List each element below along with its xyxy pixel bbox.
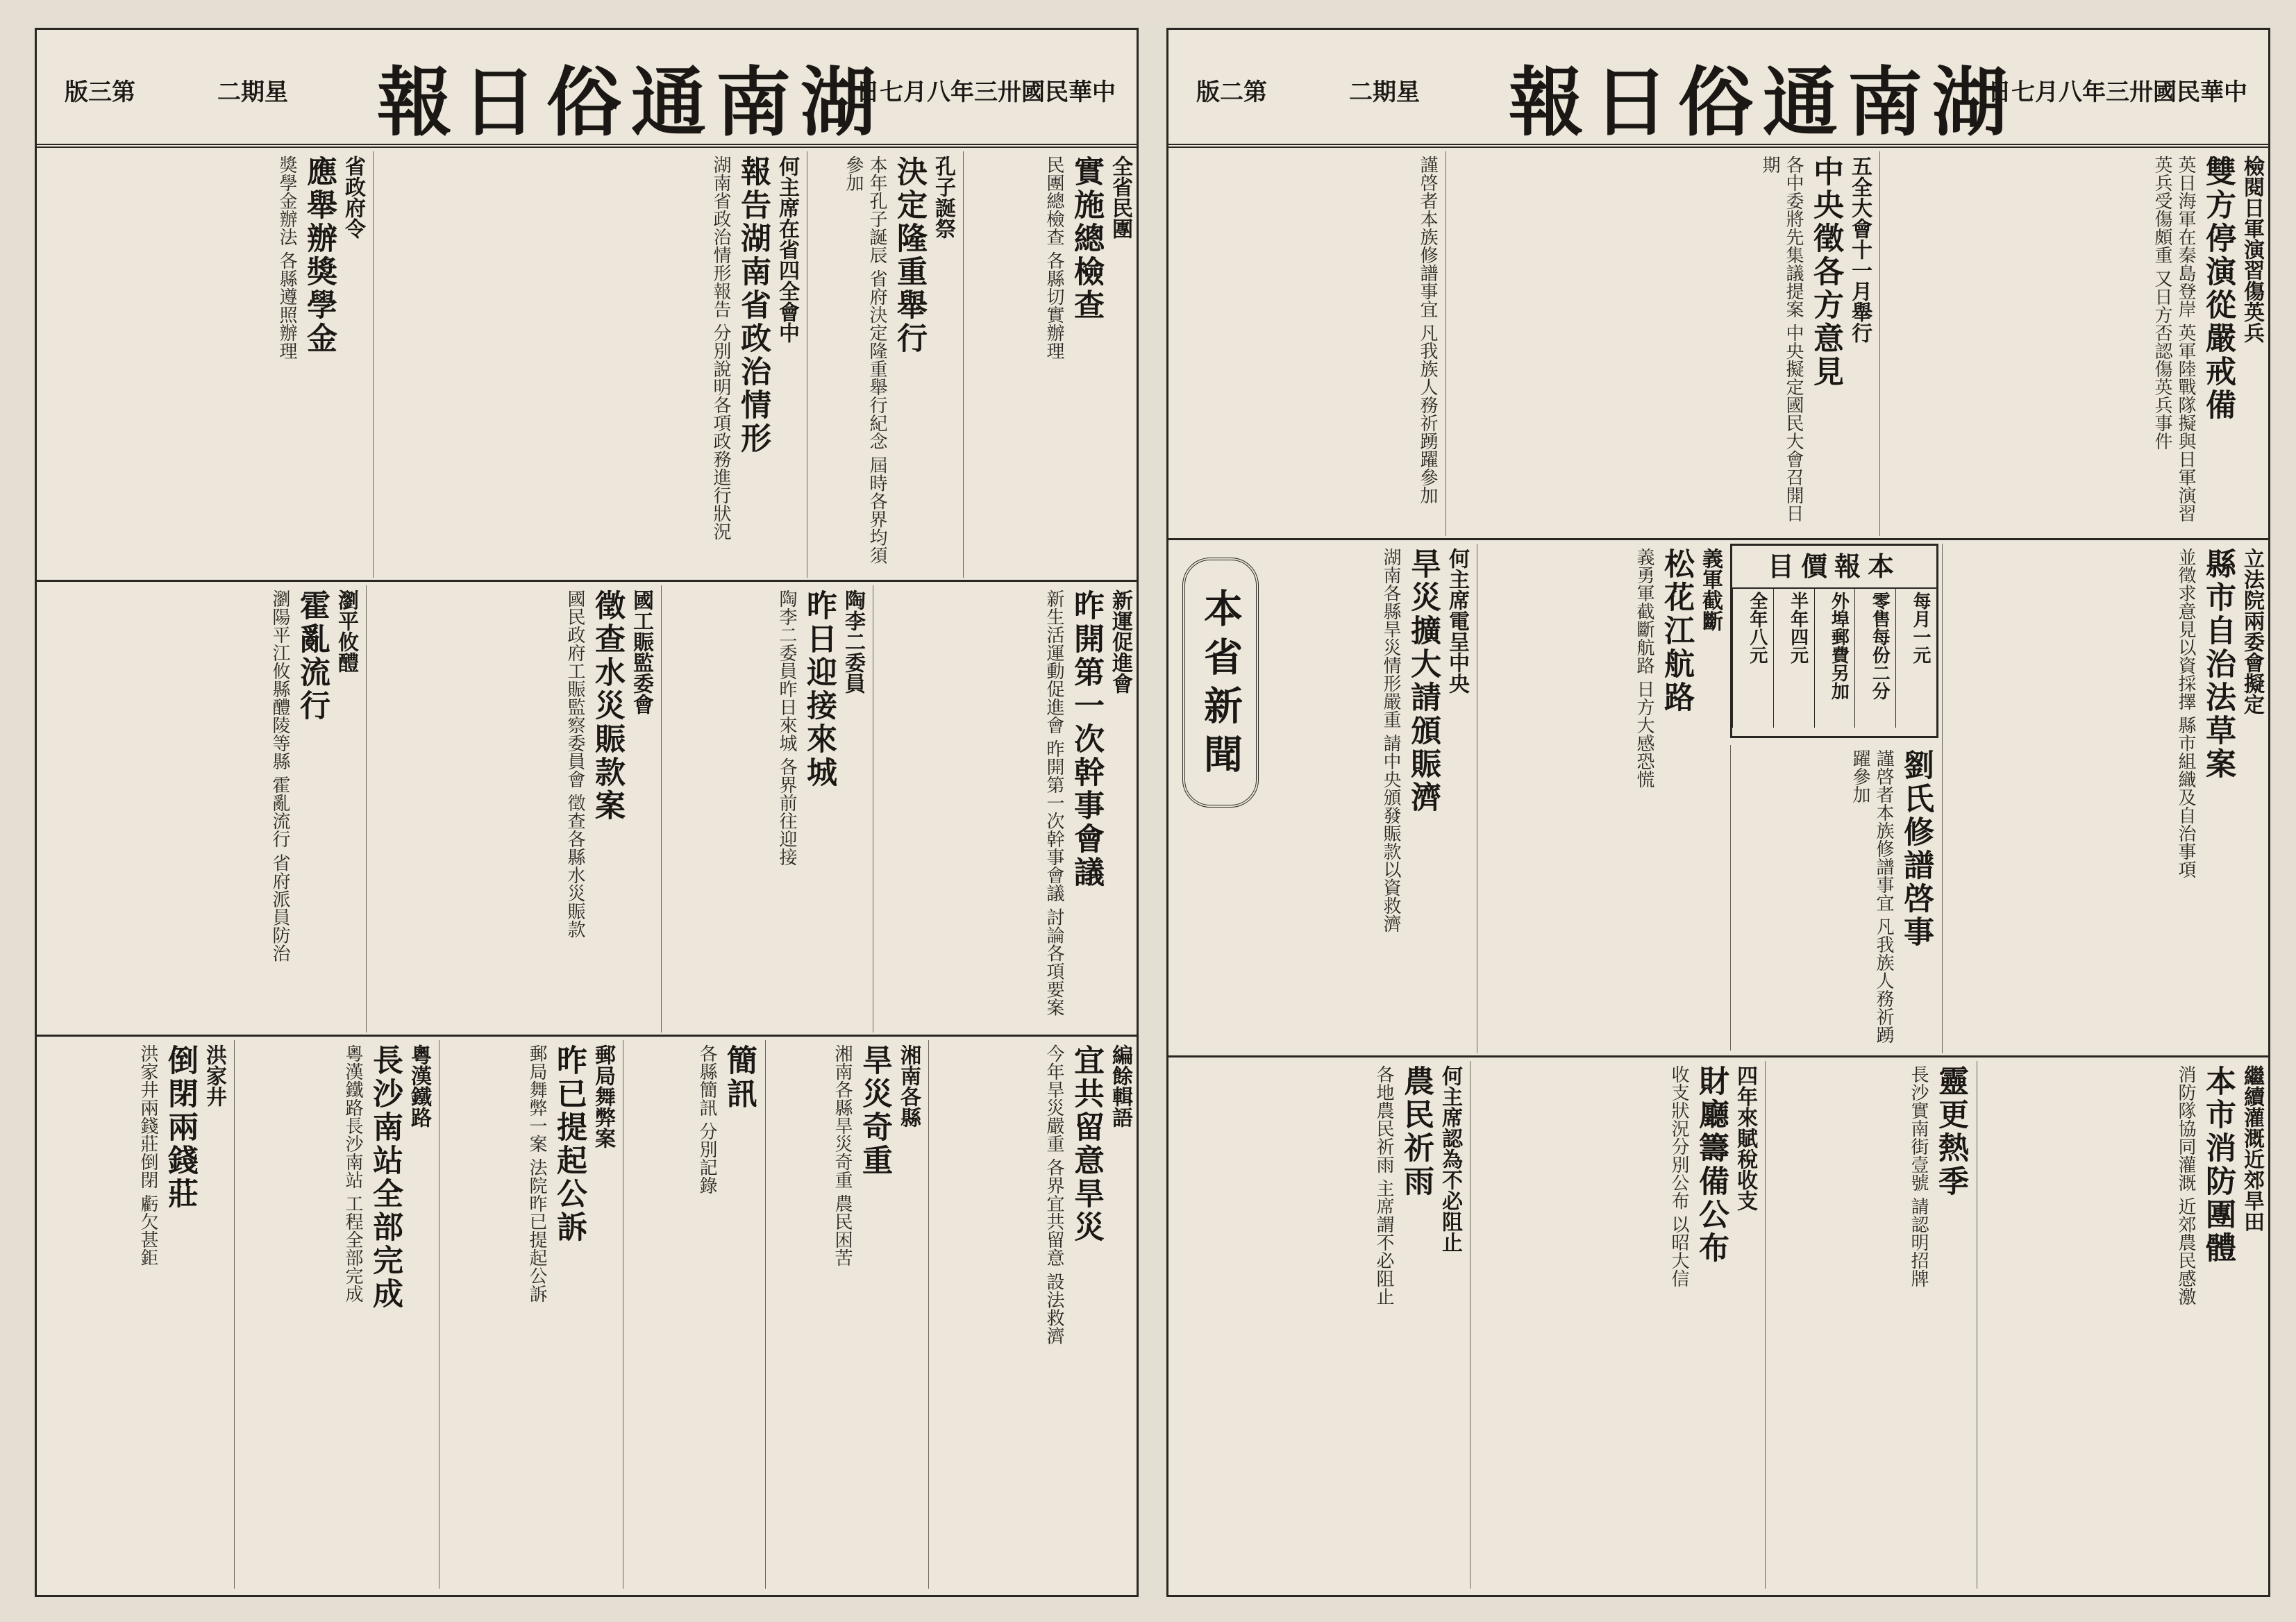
article-headline: 農民祈雨 — [1398, 1065, 1434, 1198]
article-headline: 昨日迎接來城 — [801, 590, 837, 789]
article-subtitle: 粵漢鐵路 — [407, 1044, 431, 1128]
article-briefs — [623, 1040, 762, 1589]
article-text: 粵漢鐵路長沙南站 工程全部完成 — [342, 1044, 363, 1303]
article-subtitle: 義軍截斷 — [1698, 548, 1723, 631]
article-text: 各縣簡訊 分別記錄 — [696, 1044, 717, 1195]
article-headline: 昨已提起公訴 — [551, 1044, 587, 1244]
article-subtitle: 洪家井 — [202, 1044, 226, 1107]
article-headline: 霍亂流行 — [294, 590, 330, 723]
article-self-government-law — [1942, 544, 2268, 1053]
article-text: 各中委將先集議提案 中央擬定國民大會召開日期 — [1759, 156, 1804, 523]
article-rain-prayer — [1168, 1061, 1466, 1589]
price-cell: 全年八元 — [1732, 589, 1773, 728]
bottom-band — [37, 1040, 1137, 1592]
article-railway-station — [234, 1040, 435, 1589]
article-text: 郵局舞弊一案 法院昨已提起公訴 — [526, 1044, 547, 1303]
page-three — [35, 28, 1139, 1597]
article-text: 國民政府工賑監察委員會 徵查各縣水災賑款 — [564, 590, 585, 939]
article-headline: 徵查水災賑款案 — [589, 590, 625, 823]
article-headline: 昨開第一次幹事會議 — [1069, 590, 1104, 889]
page-two-body — [1168, 151, 2268, 1596]
masthead-left — [37, 30, 1137, 148]
article-headline: 松花江航路 — [1659, 548, 1694, 714]
article-headline: 旱災擴大請頒賑濟 — [1405, 548, 1441, 814]
article-headline: 雙方停演從嚴戒備 — [2200, 156, 2236, 422]
article-headline: 宜共留意旱災 — [1069, 1044, 1104, 1244]
article-subtitle: 五全大會十一月舉行 — [1847, 156, 1872, 343]
article-subtitle: 繼續灌溉近郊旱田 — [2240, 1065, 2264, 1232]
middle-band — [1168, 544, 2268, 1057]
masthead-right — [1168, 30, 2268, 148]
article-subtitle: 孔子誕祭 — [931, 156, 955, 239]
article-subtitle: 湘南各縣 — [896, 1044, 921, 1128]
article-subtitle: 省政府令 — [341, 156, 365, 239]
article-subtitle: 編餘輯語 — [1108, 1044, 1132, 1128]
article-headline: 財廳籌備公布 — [1693, 1065, 1729, 1265]
article-headline: 靈更熱季 — [1933, 1065, 1968, 1198]
article-text: 義勇軍截斷航路 日方大感恐慌 — [1634, 548, 1654, 789]
article-editorial — [928, 1040, 1137, 1589]
article-subtitle: 新運促進會 — [1108, 590, 1132, 694]
article-text: 陶李二委員昨日來城 各界前往迎接 — [776, 590, 797, 867]
top-band — [1168, 151, 2268, 540]
article-flood-relief — [366, 585, 657, 1032]
bottom-band — [1168, 1061, 2268, 1592]
article-subtitle: 何主席電呈中央 — [1445, 548, 1469, 694]
article-text: 長沙實南街壹號 請認明招牌 — [1908, 1065, 1929, 1288]
section-ornament — [1182, 558, 1259, 808]
article-headline: 縣市自治法草案 — [2200, 548, 2236, 781]
article-text: 謹啓者本族修譜事宜 凡我族人務祈踴躍參加 — [1850, 749, 1894, 1044]
article-central-opinion — [1446, 151, 1876, 536]
top-band — [37, 151, 1137, 582]
price-cell: 零售每份二分 — [1854, 589, 1895, 728]
article-subtitle: 郵局舞弊案 — [591, 1044, 615, 1148]
article-headline: 決定隆重舉行 — [891, 156, 927, 356]
section-title: 本省新聞 — [1198, 588, 1243, 783]
article-british-japanese — [1879, 151, 2268, 536]
article-text: 消防隊協同灌溉 近郊農民感激 — [2175, 1065, 2196, 1306]
article-text: 民團總檢查 各縣切實辦理 — [1044, 156, 1064, 360]
subscription-price-table — [1730, 544, 1938, 738]
article-commissioners — [661, 585, 869, 1032]
article-headline: 本市消防團體 — [2200, 1065, 2236, 1265]
newspaper-title: 報日俗通南湖 — [1509, 59, 2018, 147]
article-text: 洪家井兩錢莊倒閉 虧欠甚鉅 — [137, 1044, 158, 1267]
article-headline: 中央徵各方意見 — [1808, 156, 1843, 389]
article-songhua-river — [1477, 544, 1727, 1053]
article-misc-telegrams — [1168, 151, 1442, 536]
article-fire-brigade — [1977, 1061, 2268, 1589]
article-confucius — [807, 151, 960, 578]
article-text: 獎學金辦法 各縣遵照辦理 — [276, 156, 297, 360]
article-text: 湘南各縣旱災奇重 農民困苦 — [832, 1044, 853, 1267]
price-cell: 外埠郵費另加 — [1814, 589, 1855, 728]
article-political-report — [373, 151, 803, 578]
article-subtitle: 四年來賦稅收支 — [1733, 1065, 1757, 1211]
article-text: 新生活運動促進會 昨開第一次幹事會議 討論各項要案 — [1044, 590, 1064, 1017]
page-two — [1166, 28, 2270, 1597]
article-genealogy-notice — [1730, 745, 1938, 1051]
article-banks — [36, 1040, 231, 1589]
article-headline: 報告湖南省政治情形 — [735, 156, 771, 455]
article-text: 收支狀況分別公布 以昭大信 — [1668, 1065, 1689, 1288]
article-new-life-movement — [873, 585, 1137, 1032]
article-subtitle: 瀏平攸醴 — [334, 590, 358, 673]
article-subtitle: 檢閱日軍演習傷英兵 — [2240, 156, 2264, 343]
article-finance-bureau — [1470, 1061, 1761, 1589]
edition-label: 版二第 — [1196, 78, 1267, 106]
article-headline: 劉氏修譜啓事 — [1898, 749, 1934, 949]
article-text: 瀏陽平江攸縣醴陵等縣 霍亂流行 省府派員防治 — [269, 590, 290, 962]
article-headline: 應舉辦獎學金 — [301, 156, 337, 356]
article-subtitle: 何主席在省四全會中 — [775, 156, 799, 343]
article-subtitle: 國工賑監委會 — [629, 590, 653, 714]
article-militia — [963, 151, 1137, 578]
issue-date: 日七月八年三卅國民華中 — [1988, 78, 2247, 106]
price-table-cells — [1732, 589, 1936, 728]
article-subtitle: 何主席認為不必阻止 — [1438, 1065, 1462, 1253]
article-text: 英日海軍在秦島登岸 英軍陸戰隊擬與日軍演習 英兵受傷頗重 又日方否認傷英兵事件 — [2152, 156, 2196, 523]
price-cell: 每月一元 — [1895, 589, 1936, 728]
article-text: 並徵求意見以資採擇 縣市組織及自治事項 — [2175, 548, 2196, 879]
article-headline: 旱災奇重 — [857, 1044, 892, 1178]
article-post-office — [439, 1040, 619, 1589]
article-text: 湖南各縣旱災情形嚴重 請中央頒發賑款以資救濟 — [1380, 548, 1401, 933]
article-headline: 長沙南站全部完成 — [367, 1044, 403, 1311]
weekday-label: 二期星 — [217, 78, 288, 106]
article-text: 本年孔子誕辰 省府決定隆重舉行紀念 屆時各界均須參加 — [843, 156, 887, 565]
article-subtitle: 陶李二委員 — [841, 590, 865, 694]
newspaper-title: 報日俗通南湖 — [377, 59, 886, 147]
article-text: 湖南省政治情形報告 分別說明各項政務進行狀況 — [710, 156, 731, 541]
article-medicine-ad — [1765, 1061, 1973, 1589]
article-drought — [765, 1040, 925, 1589]
article-text: 各地農民祈雨 主席謂不必阻止 — [1373, 1065, 1394, 1306]
article-cholera — [36, 585, 362, 1032]
article-scholarship — [36, 151, 369, 578]
article-subtitle: 全省民團 — [1108, 156, 1132, 239]
article-headline: 實施總檢查 — [1069, 156, 1104, 322]
weekday-label: 二期星 — [1349, 78, 1420, 106]
price-table-title: 目價報本 — [1732, 546, 1936, 589]
price-cell: 半年四元 — [1773, 589, 1814, 728]
article-subtitle: 立法院兩委會擬定 — [2240, 548, 2264, 714]
article-headline: 簡訊 — [721, 1044, 757, 1111]
article-text: 謹啓者本族修譜事宜 凡我族人務祈踴躍參加 — [1417, 156, 1438, 505]
issue-date: 日七月八年三卅國民華中 — [856, 78, 1116, 106]
middle-band — [37, 585, 1137, 1037]
page-three-body — [37, 151, 1137, 1596]
article-headline: 倒閉兩錢莊 — [162, 1044, 198, 1211]
edition-label: 版三第 — [65, 78, 135, 106]
article-text: 今年旱災嚴重 各界宜共留意 設法救濟 — [1044, 1044, 1064, 1345]
